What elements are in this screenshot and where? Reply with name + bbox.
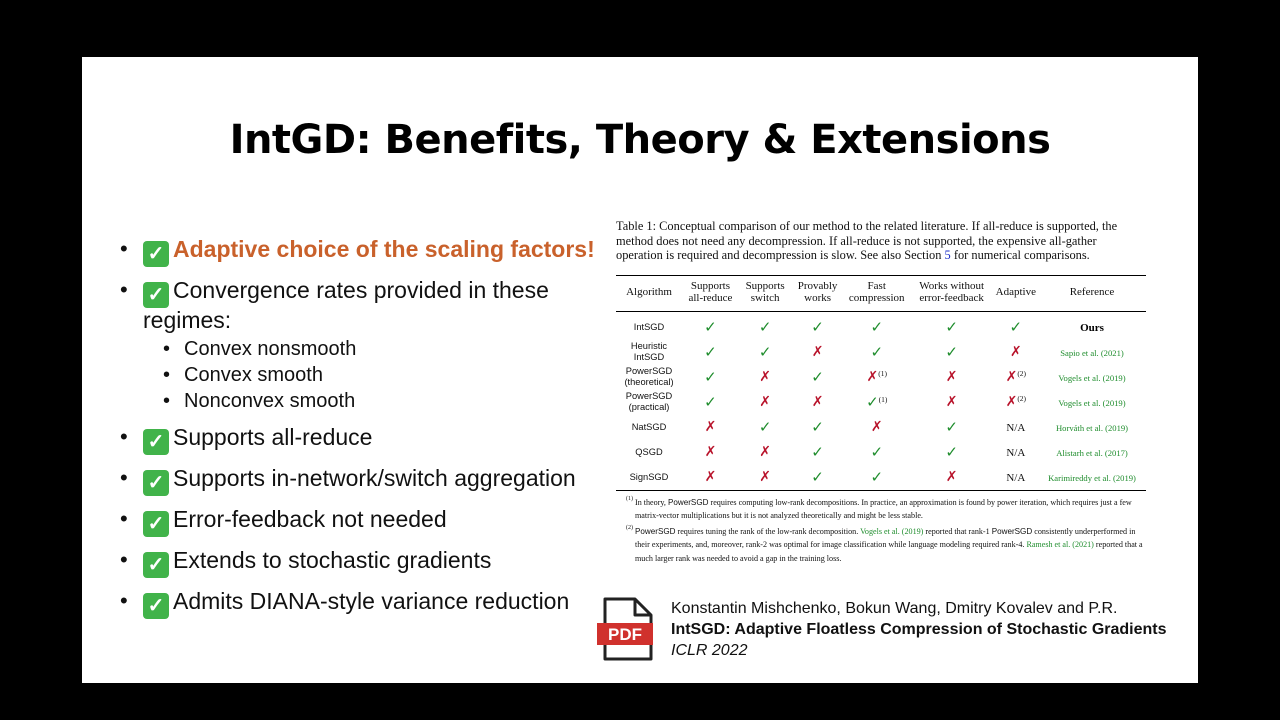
check-icon: ✓ — [945, 443, 958, 462]
algorithm-name: IntSGD — [633, 321, 665, 332]
caption-text: Table 1: Conceptual comparison of our method to the related literature. If all-reduce is supported, the method does not need any decompression. If all-reduce is not supported, the expensive all-gather operation is required and decompression is slow. See also Section — [616, 219, 1118, 263]
footnote-text: PowerSGD — [667, 497, 709, 507]
reference-cell — [1038, 390, 1146, 415]
footnote-1 — [616, 496, 1146, 523]
table-cell — [791, 340, 843, 365]
sub-bullet-text: Convex smooth — [184, 364, 323, 386]
check-icon: ✓ — [758, 318, 772, 337]
bullet-dot: • — [120, 277, 128, 302]
check-icon: ✓ — [945, 343, 958, 362]
cross-icon: ✗ — [1009, 344, 1022, 361]
check-icon: ✓ — [704, 368, 717, 387]
citation-link[interactable]: Ramesh et al. (2021) — [1026, 540, 1094, 550]
cross-icon: ✗ — [945, 394, 958, 411]
table-cell — [682, 440, 739, 465]
bullet-dot: • — [163, 364, 171, 386]
cross-icon: ✗ — [945, 469, 958, 486]
check-icon: ✓ — [870, 343, 884, 362]
table-cell — [844, 465, 910, 491]
table-cell — [844, 390, 910, 415]
cross-icon: ✗ — [866, 369, 879, 386]
bullet-convergence — [120, 278, 600, 414]
cross-icon: ✗ — [759, 469, 771, 486]
check-icon: ✓ — [945, 418, 958, 437]
sub-bullet-text: Nonconvex smooth — [184, 390, 356, 412]
check-mark-icon: ✓ — [143, 282, 169, 308]
cross-icon: ✗ — [945, 369, 958, 386]
check-icon: ✓ — [811, 418, 824, 437]
reference-link[interactable]: Karimireddy et al. (2019) — [1048, 472, 1136, 483]
footnote-text: In theory, — [635, 497, 666, 507]
footnote-text: PowerSGD — [991, 526, 1033, 536]
table-cell — [844, 340, 910, 365]
table-row — [616, 340, 1146, 365]
column-header: Adaptive — [994, 275, 1038, 311]
citation-title: IntSGD: Adaptive Floatless Compression of Stochastic Gradients — [671, 621, 1167, 638]
bullet-text: Error-feedback not needed — [173, 506, 447, 532]
algorithm-name: PowerSGD (practical) — [625, 391, 673, 413]
table-cell — [682, 415, 739, 440]
footnote-ref[interactable]: (1) — [878, 369, 887, 379]
footnote-2 — [616, 525, 1146, 566]
footnote-mark: (2) — [626, 524, 633, 531]
table-cell — [844, 440, 910, 465]
cross-icon: ✗ — [704, 469, 717, 486]
check-mark-icon: ✓ — [143, 593, 169, 619]
table-cell — [739, 465, 791, 491]
table-cell — [791, 365, 843, 390]
check-icon: ✓ — [870, 468, 884, 487]
reference-cell — [1038, 340, 1146, 365]
na-text: N/A — [1006, 421, 1026, 434]
table-row — [616, 390, 1146, 415]
column-header: Provably works — [791, 275, 843, 311]
table-cell — [791, 465, 843, 491]
table-cell — [910, 390, 994, 415]
table-cell — [910, 311, 994, 340]
table-cell — [739, 340, 791, 365]
table-footnotes — [616, 496, 1146, 566]
reference-cell — [1038, 311, 1146, 340]
reference-link[interactable]: Vogels et al. (2019) — [1058, 397, 1126, 408]
na-text: N/A — [1006, 446, 1026, 459]
section-link[interactable]: 5 — [944, 248, 951, 263]
check-icon: ✓ — [758, 343, 772, 362]
table-cell — [994, 415, 1038, 440]
sub-bullet-text: Convex nonsmooth — [184, 338, 357, 360]
table-cell — [682, 465, 739, 491]
check-mark-icon: ✓ — [143, 241, 169, 267]
reference-cell — [1038, 440, 1146, 465]
table-cell — [682, 390, 739, 415]
table-cell — [994, 390, 1038, 415]
table-cell — [910, 365, 994, 390]
bullet-text: Convergence rates provided in these regimes: — [143, 277, 549, 333]
table-cell — [682, 365, 739, 390]
table-cell — [616, 390, 682, 415]
table-cell — [739, 440, 791, 465]
reference-link[interactable]: Alistarh et al. (2017) — [1056, 447, 1128, 458]
table-cell — [791, 390, 843, 415]
table-cell — [910, 340, 994, 365]
bullet-allreduce — [120, 425, 600, 455]
footnote-ref[interactable]: (1) — [878, 395, 888, 405]
bullet-text: Supports in-network/switch aggregation — [173, 465, 576, 491]
table-cell — [616, 465, 682, 491]
bullet-dot: • — [120, 424, 128, 449]
slide — [82, 57, 1198, 683]
footnote-text: consistently underperformed in their experiments, and, moreover, rank-2 was optimal for image classification while language modeling required rank-4. — [635, 526, 1136, 550]
cross-icon: ✗ — [811, 344, 824, 361]
bullet-dot: • — [163, 338, 171, 360]
reference-text: Ours — [1080, 321, 1104, 334]
cross-icon: ✗ — [704, 444, 717, 461]
reference-cell — [1038, 365, 1146, 390]
bullet-adaptive — [120, 237, 600, 267]
check-icon: ✓ — [704, 343, 717, 362]
check-icon: ✓ — [704, 318, 717, 337]
benefits-list — [120, 237, 600, 630]
bullet-switch — [120, 466, 600, 496]
cross-icon: ✗ — [704, 419, 717, 436]
footnote-text: requires computing low-rank decompositions. In practice, an approximation is found by power iteration, which requires just a few matrix-vector multiplications but it is not analyzed theoretically and might be less stable. — [635, 497, 1132, 521]
bullet-text: Admits DIANA-style variance reduction — [173, 588, 570, 614]
table-cell — [791, 311, 843, 340]
column-header: Algorithm — [616, 275, 682, 311]
algorithm-name: PowerSGD (theoretical) — [624, 366, 674, 388]
table-cell — [844, 365, 910, 390]
citation-link[interactable]: Vogels et al. (2019) — [860, 526, 924, 536]
paper-citation — [671, 598, 1167, 661]
table-cell — [739, 390, 791, 415]
cross-icon: ✗ — [870, 419, 883, 436]
table-cell — [682, 311, 739, 340]
cross-icon: ✗ — [759, 394, 771, 411]
check-icon: ✓ — [811, 443, 824, 462]
check-icon: ✓ — [811, 468, 824, 487]
comparison-table-figure — [616, 219, 1146, 567]
table-cell — [616, 440, 682, 465]
table-row — [616, 311, 1146, 340]
citation-venue: ICLR 2022 — [671, 642, 748, 659]
footnote-ref[interactable]: (2) — [1017, 369, 1027, 379]
pdf-label: PDF — [608, 625, 642, 644]
bullet-dot: • — [120, 506, 128, 531]
cross-icon: ✗ — [1005, 394, 1018, 411]
table-cell — [616, 311, 682, 340]
sub-bullet — [163, 336, 600, 362]
na-text: N/A — [1006, 471, 1026, 484]
slide-title: IntGD: Benefits, Theory & Extensions — [229, 117, 1051, 163]
regimes-list — [143, 336, 600, 414]
check-mark-icon: ✓ — [143, 429, 169, 455]
table-caption — [616, 219, 1146, 263]
algorithm-name: NatSGD — [631, 421, 667, 432]
table-cell — [791, 440, 843, 465]
bullet-text: Adaptive choice of the scaling factors! — [173, 236, 595, 262]
bullet-dot: • — [120, 547, 128, 572]
table-row — [616, 440, 1146, 465]
check-icon: ✓ — [758, 418, 772, 437]
table-row — [616, 465, 1146, 491]
table-cell — [910, 440, 994, 465]
bullet-dot: • — [120, 236, 128, 261]
reference-cell — [1038, 415, 1146, 440]
footnote-text: reported that rank-1 — [925, 526, 990, 536]
caption-text: for numerical comparisons. — [953, 248, 1090, 263]
table-cell — [739, 365, 791, 390]
table-cell — [616, 415, 682, 440]
sub-bullet — [163, 388, 600, 414]
column-header: Reference — [1038, 275, 1146, 311]
bullet-dot: • — [120, 588, 128, 613]
table-cell — [791, 415, 843, 440]
footnote-text: reported that a much larger rank was needed to avoid a gap in the training loss. — [635, 540, 1143, 563]
citation-authors: Konstantin Mishchenko, Bokun Wang, Dmitry Kovalev and P.R. — [671, 600, 1118, 617]
bullet-error-feedback — [120, 507, 600, 537]
footnote-text: PowerSGD — [635, 526, 676, 536]
bullet-stochastic — [120, 548, 600, 578]
check-icon: ✓ — [870, 318, 884, 337]
footnote-ref[interactable]: (2) — [1017, 394, 1027, 404]
reference-link[interactable]: Horváth et al. (2019) — [1055, 422, 1129, 433]
table-cell — [910, 465, 994, 491]
check-icon: ✓ — [1009, 318, 1023, 337]
bullet-dot: • — [120, 465, 128, 490]
cross-icon: ✗ — [1005, 369, 1018, 386]
algorithm-name: Heuristic IntSGD — [630, 341, 668, 363]
column-header: Fast compression — [844, 275, 910, 311]
check-icon: ✓ — [866, 393, 879, 412]
table-cell — [994, 311, 1038, 340]
sub-bullet — [163, 362, 600, 388]
pdf-file-icon — [597, 597, 653, 661]
check-icon: ✓ — [945, 318, 958, 337]
footnote-mark: (1) — [626, 495, 633, 502]
bullet-dot: • — [163, 390, 171, 412]
check-mark-icon: ✓ — [143, 511, 169, 537]
table-cell — [994, 465, 1038, 491]
check-icon: ✓ — [811, 368, 824, 387]
table-row — [616, 415, 1146, 440]
table-row — [616, 365, 1146, 390]
cross-icon: ✗ — [759, 369, 771, 386]
column-header: Supports switch — [739, 275, 791, 311]
algorithm-name: QSGD — [635, 446, 663, 457]
table-body — [616, 311, 1146, 490]
check-icon: ✓ — [811, 318, 824, 337]
reference-cell — [1038, 465, 1146, 491]
check-icon: ✓ — [870, 443, 884, 462]
table-cell — [994, 340, 1038, 365]
table-cell — [739, 415, 791, 440]
table-cell — [844, 311, 910, 340]
cross-icon: ✗ — [759, 444, 771, 461]
table-cell — [682, 340, 739, 365]
table-cell — [616, 365, 682, 390]
check-mark-icon: ✓ — [143, 552, 169, 578]
reference-link[interactable]: Sapio et al. (2021) — [1060, 347, 1124, 358]
table-cell — [616, 340, 682, 365]
bullet-text: Extends to stochastic gradients — [173, 547, 492, 573]
table-cell — [910, 415, 994, 440]
bullet-text: Supports all-reduce — [173, 424, 373, 450]
table-cell — [739, 311, 791, 340]
comparison-table — [616, 275, 1146, 491]
cross-icon: ✗ — [811, 394, 824, 411]
check-mark-icon: ✓ — [143, 470, 169, 496]
table-cell — [844, 415, 910, 440]
table-cell — [994, 440, 1038, 465]
bullet-diana — [120, 589, 600, 619]
table-cell — [994, 365, 1038, 390]
check-icon: ✓ — [704, 393, 717, 412]
reference-link[interactable]: Vogels et al. (2019) — [1058, 372, 1126, 383]
algorithm-name: SignSGD — [629, 471, 669, 482]
column-header: Supports all-reduce — [682, 275, 739, 311]
table-header-row — [616, 275, 1146, 311]
footnote-text: requires tuning the rank of the low-rank decomposition. — [677, 526, 859, 536]
column-header: Works without error-feedback — [910, 275, 994, 311]
